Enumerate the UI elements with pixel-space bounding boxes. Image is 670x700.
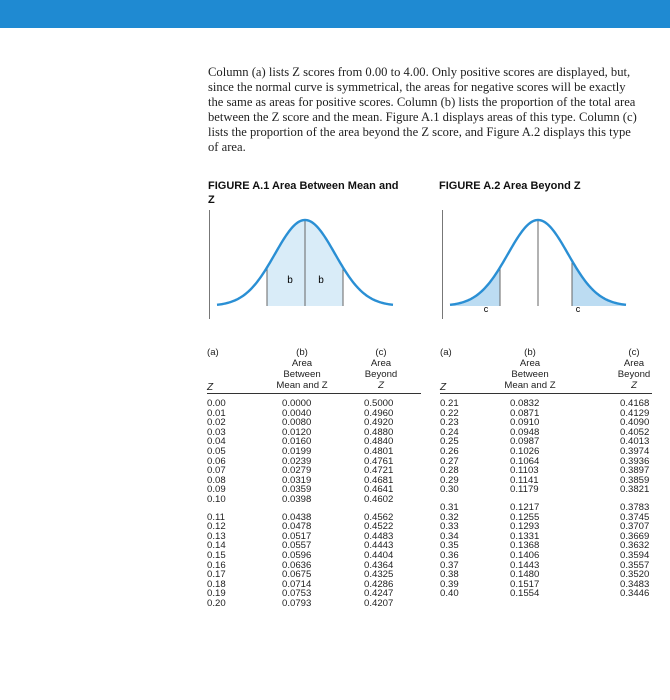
column-b <box>510 399 539 599</box>
table-cell: 0.24 <box>440 426 459 438</box>
table-cell: 0.12 <box>207 521 226 533</box>
table-cell: 0.4207 <box>364 597 394 609</box>
table-cell: 0.05 <box>207 445 226 457</box>
column-b <box>282 399 311 608</box>
table-cell: 0.4090 <box>620 417 650 429</box>
table-cell: 0.4404 <box>364 549 394 561</box>
table-cell: 0.3520 <box>620 569 650 581</box>
table-cell: 0.0793 <box>282 597 312 609</box>
table-cell: 0.31 <box>440 501 459 513</box>
table-cell: 0.4483 <box>364 530 394 542</box>
header-col-c <box>600 347 668 391</box>
table-cell: 0.08 <box>207 474 226 486</box>
column-z <box>207 399 226 608</box>
table-cell: 0.0714 <box>282 578 312 590</box>
header-c-line: Z <box>631 380 637 391</box>
table-cell: 0.3446 <box>620 588 650 600</box>
figure-a2-label-right: c <box>575 304 581 314</box>
table-cell: 0.0478 <box>282 521 312 533</box>
table-cell: 0.15 <box>207 549 226 561</box>
table-cell: 0.30 <box>440 484 459 496</box>
header-col-a: (a) <box>440 347 452 358</box>
table-cell: 0.11 <box>207 511 225 523</box>
table-cell: 0.4960 <box>364 407 394 419</box>
header-b-line: Mean and Z <box>504 380 556 391</box>
table-cell: 0.35 <box>440 540 459 552</box>
header-col-c <box>347 347 415 391</box>
table-cell: 0.0239 <box>282 455 312 467</box>
table-cell: 0.22 <box>440 407 459 419</box>
header-z: Z <box>440 382 447 393</box>
header-rule <box>440 393 652 394</box>
table-cell: 0.36 <box>440 549 459 561</box>
table-cell: 0.32 <box>440 511 459 523</box>
header-b-line: Area <box>291 358 313 369</box>
table-cell: 0.4052 <box>620 426 650 438</box>
table-cell: 0.0753 <box>282 588 312 600</box>
table-cell: 0.4364 <box>364 559 394 571</box>
table-cell: 0.02 <box>207 417 226 429</box>
table-cell: 0.26 <box>440 445 459 457</box>
header-c-line: Z <box>378 380 384 391</box>
figure-a2-label-left: c <box>483 304 489 314</box>
table-cell: 0.0517 <box>282 530 312 542</box>
table-cell: 0.3974 <box>620 445 650 457</box>
table-cell: 0.37 <box>440 559 459 571</box>
table-cell: 0.1406 <box>510 549 540 561</box>
table-cell: 0.0398 <box>282 493 312 505</box>
table-cell: 0.4129 <box>620 407 650 419</box>
header-b-line: Mean and Z <box>276 380 328 391</box>
figure-a1-graph <box>205 208 415 323</box>
figure-a2-title: FIGURE A.2 Area Beyond Z <box>439 180 581 192</box>
table-cell: 0.3707 <box>620 521 650 533</box>
table-cell: 0.0120 <box>282 426 312 438</box>
table-cell: 0.39 <box>440 578 459 590</box>
table-cell: 0.0557 <box>282 540 312 552</box>
header-b-line: (b) <box>296 347 308 358</box>
table-cell: 0.01 <box>207 407 226 419</box>
table-cell: 0.0987 <box>510 436 540 448</box>
table-cell: 0.3745 <box>620 511 650 523</box>
header-col-b <box>257 347 347 391</box>
table-cell: 0.4602 <box>364 493 394 505</box>
table-cell: 0.1255 <box>510 511 540 523</box>
header-c-line: Area <box>623 358 645 369</box>
table-cell: 0.0910 <box>510 417 540 429</box>
table-cell: 0.0438 <box>282 511 312 523</box>
table-cell: 0.3669 <box>620 530 650 542</box>
header-c-line: (c) <box>628 347 640 358</box>
table-cell: 0.0199 <box>282 445 312 457</box>
table-cell: 0.28 <box>440 465 459 477</box>
table-cell: 0.1179 <box>510 484 539 496</box>
table-cell: 0.3783 <box>620 501 650 513</box>
table-cell: 0.16 <box>207 559 226 571</box>
table-cell: 0.3557 <box>620 559 650 571</box>
header-c-line: Beyond <box>617 369 651 380</box>
table-cell: 0.3632 <box>620 540 650 552</box>
table-cell: 0.09 <box>207 484 226 496</box>
table-cell: 0.0080 <box>282 417 312 429</box>
table-cell: 0.0871 <box>510 407 540 419</box>
table-cell: 0.1443 <box>510 559 540 571</box>
table-cell: 0.0279 <box>282 465 312 477</box>
table-cell: 0.0160 <box>282 436 312 448</box>
table-cell: 0.14 <box>207 540 226 552</box>
table-cell: 0.0359 <box>282 484 312 496</box>
table-cell: 0.10 <box>207 493 226 505</box>
table-cell: 0.38 <box>440 569 459 581</box>
table-cell: 0.4325 <box>364 569 394 581</box>
header-c-line: (c) <box>375 347 387 358</box>
table-cell: 0.1293 <box>510 521 540 533</box>
table-cell: 0.4880 <box>364 426 394 438</box>
table-cell: 0.4522 <box>364 521 394 533</box>
table-cell: 0.1064 <box>510 455 540 467</box>
table-cell: 0.3821 <box>620 484 650 496</box>
figure-a1-axis <box>209 210 210 319</box>
header-b-line: Area <box>519 358 541 369</box>
table-cell: 0.4761 <box>364 455 394 467</box>
table-cell: 0.1103 <box>510 465 539 477</box>
table-cell: 0.1554 <box>510 588 540 600</box>
table-cell: 0.17 <box>207 569 226 581</box>
table-cell: 0.29 <box>440 474 459 486</box>
header-z: Z <box>207 382 214 393</box>
table-cell: 0.0832 <box>510 398 540 409</box>
figure-a2-axis <box>442 210 443 319</box>
header-b-line: Between <box>511 369 549 380</box>
z-table-right <box>440 343 660 600</box>
top-banner <box>0 0 670 28</box>
column-c <box>620 399 649 599</box>
z-table-left <box>207 343 432 609</box>
table-cell: 0.00 <box>207 398 226 409</box>
header-c-line: Beyond <box>364 369 398 380</box>
table-cell: 0.4840 <box>364 436 394 448</box>
table-cell: 0.06 <box>207 455 226 467</box>
table-cell: 0.07 <box>207 465 226 477</box>
table-cell: 0.1026 <box>510 445 540 457</box>
table-cell: 0.3936 <box>620 455 650 467</box>
table-cell: 0.0000 <box>282 398 312 409</box>
column-c <box>364 399 393 608</box>
header-rule <box>207 393 421 394</box>
table-cell: 0.0675 <box>282 569 312 581</box>
table-cell: 0.0636 <box>282 559 312 571</box>
table-cell: 0.0596 <box>282 549 312 561</box>
table-cell: 0.03 <box>207 426 226 438</box>
table-cell: 0.3483 <box>620 578 650 590</box>
table-cell: 0.4641 <box>364 484 394 496</box>
table-cell: 0.1141 <box>510 474 539 486</box>
table-cell: 0.27 <box>440 455 459 467</box>
table-cell: 0.0040 <box>282 407 312 419</box>
table-cell: 0.3594 <box>620 549 650 561</box>
table-cell: 0.4681 <box>364 474 394 486</box>
table-cell: 0.33 <box>440 521 459 533</box>
table-cell: 0.4443 <box>364 540 394 552</box>
table-cell: 0.34 <box>440 530 459 542</box>
table-cell: 0.1480 <box>510 569 540 581</box>
table-cell: 0.4168 <box>620 398 650 409</box>
table-cell: 0.1517 <box>510 578 540 590</box>
table-cell: 0.04 <box>207 436 226 448</box>
intro-paragraph: Column (a) lists Z scores from 0.00 to 4.00. Only positive scores are displayed, but, since the normal curve is symmetrical, the areas for negative scores will be exactly the same as areas for positive scores. Column (b) lists the proportion of the total area between the Z score and the mean. Figure A.1 displays areas of this type. Column (c) lists the proportion of the area beyond the Z score, and Figure A.2 displays this type of area. <box>208 65 637 154</box>
figure-a1-label-left: b <box>287 275 293 286</box>
figure-a2-shaded-left-tail <box>450 267 500 306</box>
table-cell: 0.4247 <box>364 588 394 600</box>
table-cell: 0.4721 <box>364 465 394 477</box>
header-b-line: Between <box>283 369 321 380</box>
table-cell: 0.3859 <box>620 474 650 486</box>
table-cell: 0.3897 <box>620 465 650 477</box>
table-cell: 0.4286 <box>364 578 394 590</box>
figure-a2-shaded-right-tail <box>572 261 626 306</box>
header-col-a: (a) <box>207 347 219 358</box>
figure-a1-title: FIGURE A.1 Area Between Mean and Z <box>208 180 399 206</box>
table-cell: 0.23 <box>440 417 459 429</box>
header-b-line: (b) <box>524 347 536 358</box>
table-cell: 0.25 <box>440 436 459 448</box>
table-cell: 0.4920 <box>364 417 394 429</box>
table-cell: 0.4013 <box>620 436 650 448</box>
header-col-b <box>485 347 575 391</box>
table-cell: 0.1368 <box>510 540 540 552</box>
table-cell: 0.0948 <box>510 426 540 438</box>
table-cell: 0.13 <box>207 530 226 542</box>
table-cell: 0.18 <box>207 578 226 590</box>
figure-a1-label-right: b <box>318 275 324 286</box>
table-cell: 0.0319 <box>282 474 312 486</box>
table-header <box>207 343 432 393</box>
column-z <box>440 399 459 599</box>
table-cell: 0.19 <box>207 588 226 600</box>
table-cell: 0.1331 <box>510 530 540 542</box>
figure-a2-graph <box>438 208 648 323</box>
table-cell: 0.21 <box>440 398 459 409</box>
table-cell: 0.1217 <box>510 501 540 513</box>
header-c-line: Area <box>370 358 392 369</box>
table-cell: 0.40 <box>440 588 459 600</box>
table-cell: 0.5000 <box>364 398 394 409</box>
table-cell: 0.4801 <box>364 445 394 457</box>
table-cell: 0.20 <box>207 597 226 609</box>
table-cell: 0.4562 <box>364 511 394 523</box>
table-header <box>440 343 660 393</box>
